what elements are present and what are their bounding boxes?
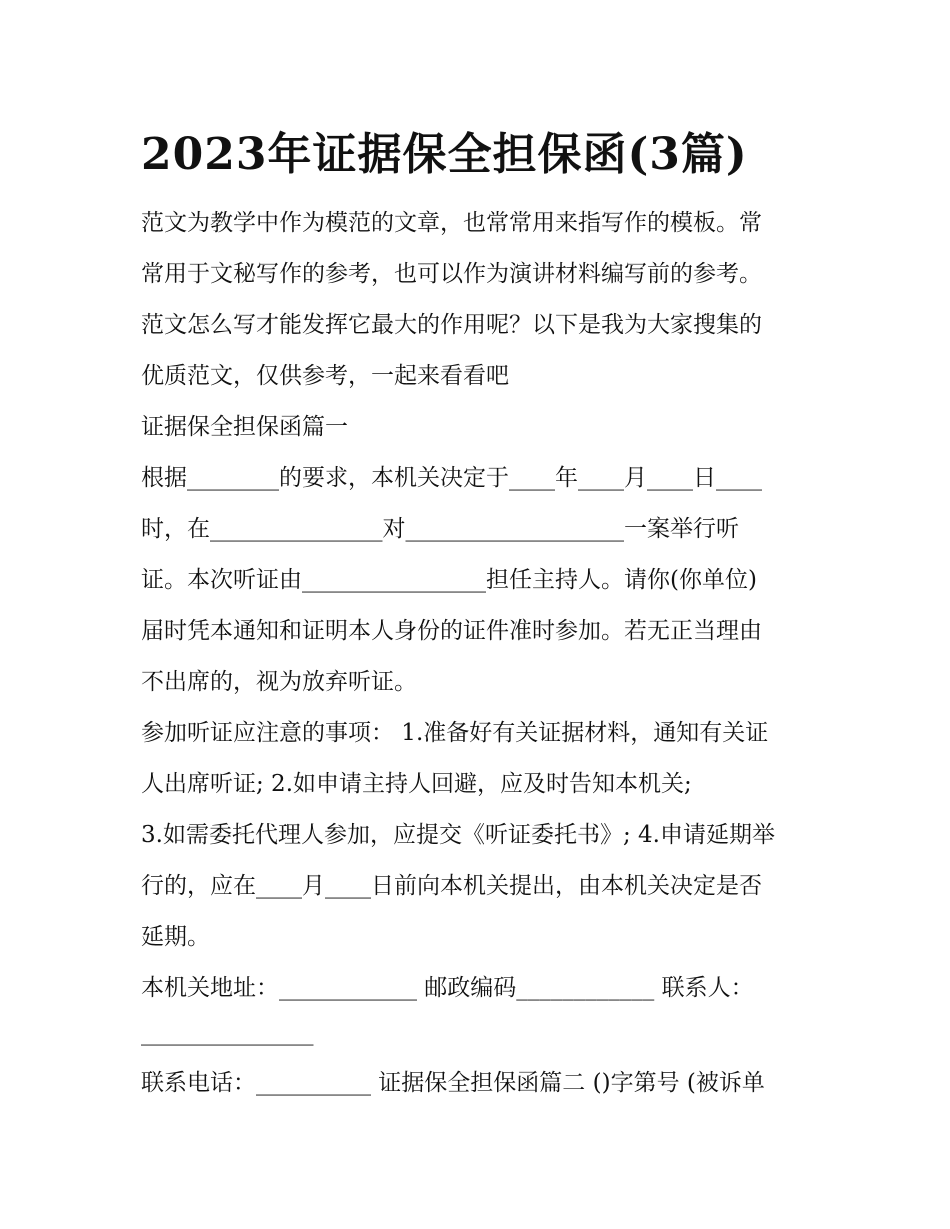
paragraph-line: 优质范文，仅供参考，一起来看看吧 xyxy=(141,363,509,389)
paragraph-line: 延期。 xyxy=(141,924,210,950)
paragraph-line: 不出席的，视为放弃听证。 xyxy=(141,669,417,695)
paragraph-line: 参加听证应注意的事项： 1.准备好有关证据材料，通知有关证 xyxy=(141,720,769,746)
paragraph-line: 届时凭本通知和证明本人身份的证件准时参加。若无正当理由 xyxy=(141,618,762,644)
paragraph-line: 根据________的要求，本机关决定于____年____月____日____ xyxy=(141,465,762,491)
section-heading: 证据保全担保函篇一 xyxy=(141,414,348,440)
paragraph-line: 范文为教学中作为模范的文章，也常常用来指写作的模板。常 xyxy=(141,210,762,236)
paragraph-line: 行的，应在____月____日前向本机关提出，由本机关决定是否 xyxy=(141,873,762,899)
paragraph-line: 联系电话：__________ 证据保全担保函篇二 ()字第号 (被诉单 xyxy=(141,1070,765,1096)
paragraph-line: _______________ xyxy=(141,1020,314,1046)
paragraph-line: 范文怎么写才能发挥它最大的作用呢？以下是我为大家搜集的 xyxy=(141,312,762,338)
paragraph-line: 证。本次听证由________________担任主持人。请你(你单位) xyxy=(141,567,757,593)
paragraph-line: 人出席听证; 2.如申请主持人回避，应及时告知本机关; xyxy=(141,771,692,797)
paragraph-line: 时，在_______________对___________________一案举行听 xyxy=(141,516,739,542)
paragraph-line: 3.如需委托代理人参加，应提交《听证委托书》; 4.申请延期举 xyxy=(141,822,775,848)
document-title: 2023年证据保全担保函(3篇) xyxy=(141,129,748,180)
paragraph-line: 本机关地址：____________ 邮政编码____________ 联系人： xyxy=(141,975,754,1001)
paragraph-line: 常用于文秘写作的参考，也可以作为演讲材料编写前的参考。 xyxy=(141,261,762,287)
